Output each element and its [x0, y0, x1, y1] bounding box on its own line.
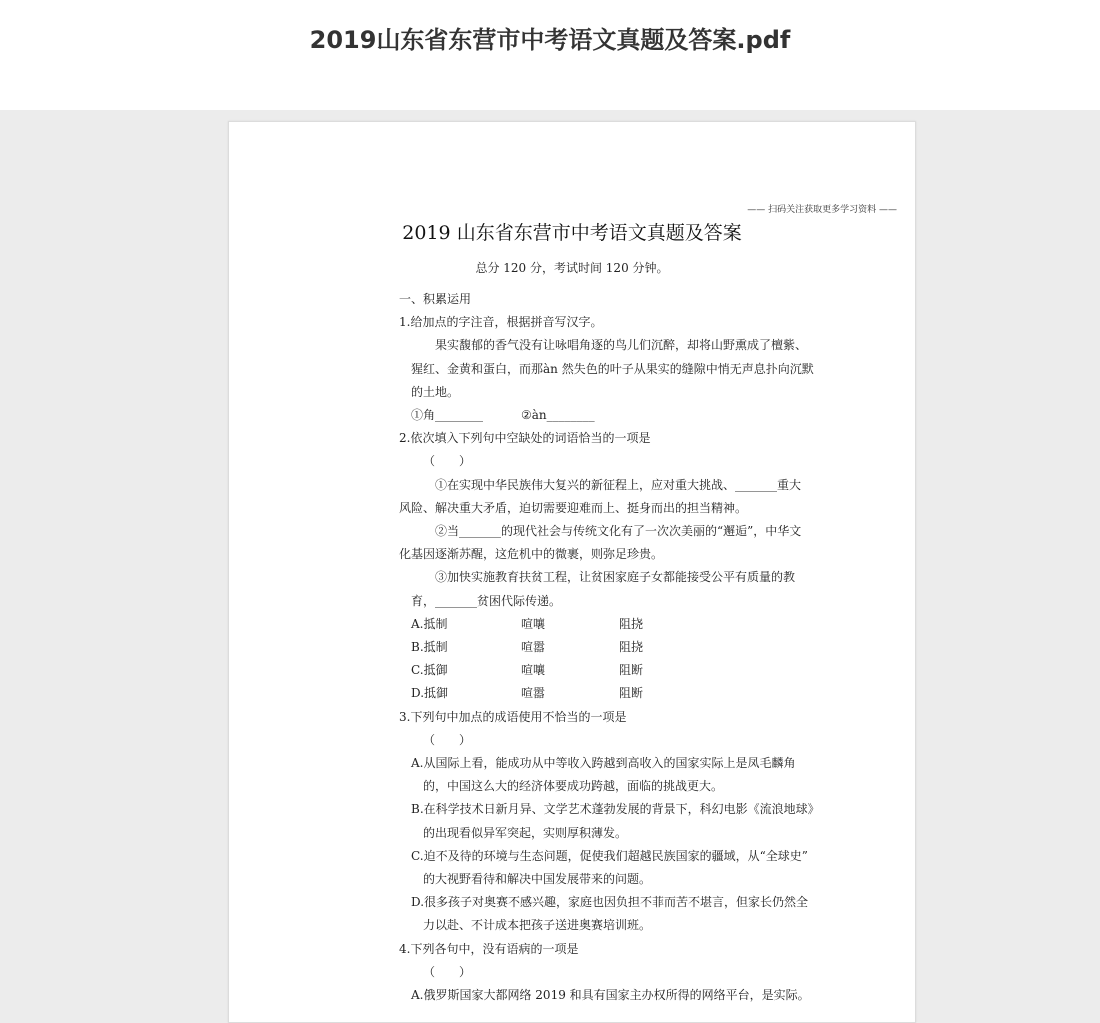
q1-paragraph-line: 的土地。	[411, 384, 460, 399]
q1-blank-1: ①角________	[411, 408, 484, 423]
q2-sentence-line: ①在实现中华民族伟大复兴的新征程上，应对重大挑战、_______重大	[435, 477, 802, 492]
question-3-prompt: 3.下列句中加点的成语使用不恰当的一项是	[399, 709, 627, 724]
option-word: 喧嚷	[521, 663, 546, 678]
option-word: 阻挠	[619, 616, 644, 631]
question-2-prompt: 2.依次填入下列句中空缺处的词语恰当的一项是	[399, 431, 651, 446]
document-title: 2019 山东省东营市中考语文真题及答案	[402, 222, 742, 244]
question-1-prompt: 1.给加点的字注音，根据拼音写汉字。	[399, 315, 603, 330]
q2-sentence-line: 风险、解决重大矛盾，迫切需要迎难而上、挺身而出的担当精神。	[399, 500, 748, 515]
ad-line: —— 扫码关注获取更多学习资料 ——	[747, 205, 897, 215]
option-word: A.抵制	[411, 616, 448, 631]
q1-paragraph-line: 果实馥郁的香气没有让咏唱角逐的鸟儿们沉醉，却将山野熏成了檀紫、	[435, 338, 808, 353]
option-word: 阻挠	[619, 640, 644, 655]
answer-paren: （ ）	[423, 964, 472, 979]
section-heading: 一、积累运用	[399, 292, 472, 306]
q1-blank-2: ②àn________	[521, 408, 595, 423]
q1-paragraph-line: 猩红、金黄和蛋白，而那àn 然失色的叶子从果实的缝隙中悄无声息扑向沉默	[411, 361, 814, 376]
question-4-prompt: 4.下列各句中，没有语病的一项是	[399, 941, 579, 956]
q2-option-row	[399, 636, 813, 659]
q2-sentence-line: ②当_______的现代社会与传统文化有了一次次美丽的“邂逅”，中华文	[435, 524, 802, 539]
option-word: D.抵御	[411, 686, 449, 701]
option-word: B.抵制	[411, 640, 448, 655]
q3-option-line: 的，中国这么大的经济体要成功跨越，面临的挑战更大。	[423, 779, 724, 794]
q3-option-line: 的大视野看待和解决中国发展带来的问题。	[423, 872, 652, 887]
option-word: C.抵御	[411, 663, 448, 678]
option-word: 阻断	[619, 686, 644, 701]
file-title: 2019山东省东营市中考语文真题及答案.pdf	[309, 26, 791, 54]
q3-option-line: B.在科学技术日新月异、文学艺术蓬勃发展的背景下，科幻电影《流浪地球》	[411, 802, 820, 817]
q3-option-line: 力以赴、不计成本把孩子送进奥赛培训班。	[423, 918, 652, 933]
viewer-header	[0, 0, 1100, 110]
q3-option-line: 的出现看似异军突起，实则厚积薄发。	[423, 825, 628, 840]
q2-option-row	[399, 613, 813, 636]
option-word: 喧嚣	[521, 686, 546, 701]
q2-sentence-line: 化基因逐渐苏醒，这危机中的微裹，则弥足珍贵。	[399, 547, 664, 562]
document-body	[399, 288, 820, 1007]
q3-option-line: D.很多孩子对奥赛不感兴趣，家庭也因负担不菲而苦不堪言，但家长仍然全	[411, 895, 809, 910]
q4-option-line: A.俄罗斯国家大都网络 2019 和具有国家主办权所得的网络平台，是实际。	[411, 988, 810, 1003]
option-word: 阻断	[619, 663, 644, 678]
q2-option-row	[399, 659, 813, 682]
score-line: 总分 120 分，考试时间 120 分钟。	[475, 261, 669, 275]
answer-paren: （ ）	[423, 732, 472, 747]
q2-sentence-line: ③加快实施教育扶贫工程，让贫困家庭子女都能接受公平有质量的教	[435, 570, 796, 585]
q3-option-line: A.从国际上看，能成功从中等收入跨越到高收入的国家实际上是凤毛麟角	[411, 756, 796, 771]
q2-option-row	[399, 682, 813, 705]
pdf-page	[228, 121, 916, 1023]
q1-blanks	[399, 404, 813, 427]
q2-sentence-line: 育，_______贫困代际传递。	[411, 593, 562, 608]
option-word: 喧嚣	[521, 640, 546, 655]
option-word: 喧嚷	[521, 616, 546, 631]
q3-option-line: C.迫不及待的环境与生态问题，促使我们超越民族国家的疆域，从“全球史”	[411, 848, 808, 863]
answer-paren: （ ）	[423, 454, 472, 469]
